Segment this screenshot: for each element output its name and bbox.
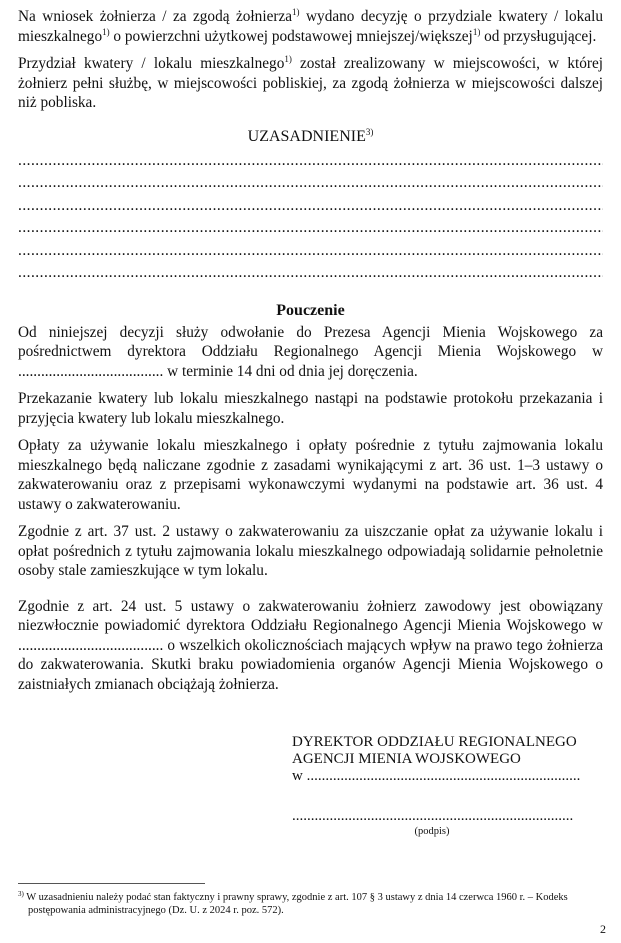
footnote [18, 891, 598, 917]
text: wydano decyzję o przydziale kwatery / lokalu mieszkalnego [18, 8, 603, 45]
heading: UZASADNIENIE [247, 127, 366, 145]
instruction-paragraph [18, 389, 603, 428]
footnote-ref: 1) [472, 26, 481, 37]
intro-paragraph-2 [18, 54, 603, 113]
dotted-line[interactable] [18, 150, 603, 173]
dotted-line[interactable] [18, 262, 603, 285]
signature-title: DYREKTOR ODDZIAŁU REGIONALNEGO [292, 734, 577, 750]
instruction-paragraph [18, 597, 603, 695]
instruction-paragraph [18, 323, 603, 382]
dotted-line[interactable] [18, 240, 603, 263]
text: został zrealizowany w miejscowości, w której żołnierz pełni służbę, w miejscowości pobliskiej, za zgodą żołnierza w miejscowości dalszej niż pobliska. [18, 55, 603, 111]
footnote-divider [18, 883, 205, 884]
signature-title: AGENCJI MIENIA WOJSKOWEGO [292, 751, 521, 767]
signature-field[interactable]: ........................................................................... [292, 808, 574, 824]
intro-paragraph-1 [18, 7, 603, 46]
location-field[interactable]: w ......................................................................... [292, 768, 581, 784]
page-content [18, 7, 603, 838]
text: Opłaty za używanie lokalu mieszkalnego i opłaty pośrednie z tytułu zajmowania lokalu mieszkalnego będą naliczane zgodnie z zasadami wynikającymi z art. 36 ust. 1–3 ustawy o zakwaterowaniu oraz z przepisami wykonawczymi wydanymi na podstawie art. 36 ust. 4 ustawy o zakwaterowaniu. [18, 437, 603, 513]
text: Zgodnie z art. 37 ust. 2 ustawy o zakwaterowaniu za uiszczanie opłat za używanie lokalu i opłat pośrednich z tytułu zajmowania lokalu mieszkalnego odpowiadają solidarnie pełnoletnie osoby stale zamieszkujące w tym lokalu. [18, 523, 603, 579]
text: Zgodnie z art. 24 ust. 5 ustawy o zakwaterowaniu żołnierz zawodowy jest obowiązany niezwłocznie powiadomić dyrektora Oddziału Regionalnego Agencji Mienia Wojskowego w ...................................... o wszelkich okolicznościach mających wpływ na prawo tego żołnierza do zakwaterowania. Skutki braku powiadomienia organów Agencji Mienia Wojskowego o zaistniałych zmianach obciążają żołnierza. [18, 597, 603, 693]
text: od przysługującej. [480, 27, 597, 45]
footnote-ref: 1) [284, 54, 292, 64]
footnote-mark: 3) [18, 890, 24, 898]
page-number: 2 [600, 922, 606, 936]
footnote-text: W uzasadnieniu należy podać stan faktyczny i prawny sprawy, zgodnie z art. 107 § 3 ustawy z dnia 14 czerwca 1960 r. – Kodeks postępowania administracyjnego (Dz. U. z 2024 r. poz. 572). [26, 892, 568, 916]
justification-lines [18, 150, 603, 285]
justification-title [18, 127, 603, 147]
signature-caption: (podpis) [414, 826, 450, 837]
footnote-ref: 1) [102, 26, 110, 37]
dotted-line[interactable] [18, 195, 603, 218]
dotted-line[interactable] [18, 217, 603, 240]
text: Od niniejszej decyzji służy odwołanie do Prezesa Agencji Mienia Wojskowego za pośrednictwem dyrektora Oddziału Regionalnego Agencji Mienia Wojskowego w ...................................... w terminie 14 dni od dnia jej doręczenia. [18, 323, 603, 380]
instruction-paragraph [18, 522, 603, 581]
text: o powierzchni użytkowej podstawowej mniejszej/większej [109, 27, 473, 45]
dotted-line[interactable] [18, 172, 603, 195]
text: Przekazanie kwatery lub lokalu mieszkalnego nastąpi na podstawie protokołu przekazania i przyjęcia kwatery lub lokalu mieszkalnego. [18, 390, 603, 427]
instruction-paragraph [18, 436, 603, 514]
text: Przydział kwatery / lokalu mieszkalnego [18, 55, 285, 72]
text: Na wniosek żołnierza / za zgodą żołnierza [18, 8, 293, 25]
signature-block [292, 734, 582, 838]
footnote-ref: 3) [365, 126, 374, 137]
instruction-title: Pouczenie [276, 301, 345, 319]
footnote-ref: 1) [292, 7, 300, 17]
